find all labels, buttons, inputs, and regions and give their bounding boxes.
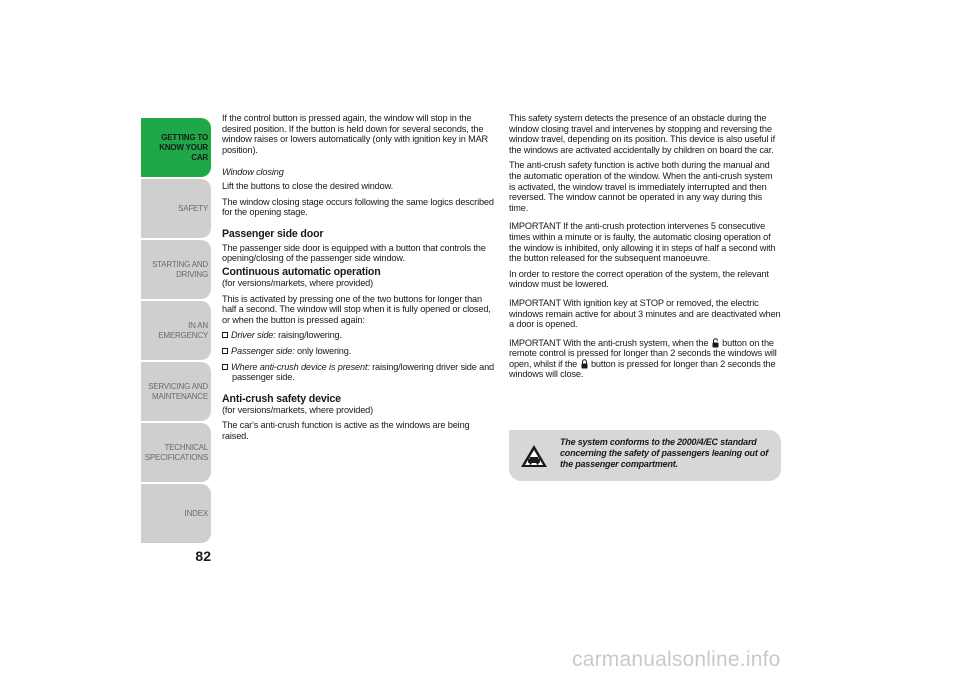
versions-note: (for versions/markets, where provided) [222, 404, 374, 415]
tab-getting-to-know-your-car[interactable] [141, 118, 211, 177]
paragraph: IMPORTANT If the anti-crush protection intervenes 5 consecutive times within a minute or is faulty, the automatic closing operation of the window is inhibited, only allowing it in steps of half a second with the button released for the subsequent manoeuvre. [509, 221, 776, 264]
anti-crush-heading: Anti-crush safety device [222, 392, 341, 405]
page-number: 82 [195, 548, 211, 564]
paragraph: The window closing stage occurs following the same logics described for the opening stage. [222, 196, 494, 218]
paragraph: Lift the buttons to close the desired window. [222, 180, 393, 191]
checkbox-bullet-icon [222, 348, 228, 354]
right-column [509, 113, 781, 385]
tab-label: SERVICING AND MAINTENANCE [148, 381, 208, 401]
tab-technical-specifications[interactable] [141, 423, 211, 482]
paragraph: The passenger side door is equipped with a button that controls the opening/closing of the passenger side window. [222, 242, 486, 264]
lock-icon [581, 359, 588, 369]
passenger-side-door-heading: Passenger side door [222, 227, 324, 240]
paragraph: This safety system detects the presence of an obstacle during the window closing travel and intervenes by stopping and reversing the window travel, depending on its position. This device is also useful if the windows are activated accidentally by children on board the car. [509, 113, 775, 155]
tab-in-an-emergency[interactable] [141, 301, 211, 360]
warning-triangle-icon [520, 444, 548, 468]
continuous-operation-heading: Continuous automatic operation [222, 265, 381, 278]
warning-text: The system conforms to the 2000/4/EC standard concerning the safety of passengers leaning out of the passenger compartment. [560, 437, 769, 469]
checkbox-bullet-icon [222, 332, 228, 338]
tab-servicing-and-maintenance[interactable] [141, 362, 211, 421]
paragraph: This is activated by pressing one of the two buttons for longer than half a second. The window will stop when it is fully opened or closed, or when the button is pressed again: [222, 293, 491, 325]
checkbox-bullet-icon [222, 364, 228, 370]
tab-label: SAFETY [178, 203, 208, 213]
tab-starting-and-driving[interactable] [141, 240, 211, 299]
tab-safety[interactable] [141, 179, 211, 238]
bullet-item: Where anti-crush device is present: raising/lowering driver side and passenger side. [222, 362, 494, 383]
paragraph: IMPORTANT With ignition key at STOP or removed, the electric windows remain active for about 3 minutes and are deactivated when a door is opened. [509, 297, 781, 330]
tab-label: INDEX [184, 508, 208, 518]
paragraph: IMPORTANT With the anti-crush system, when the button on the remote control is pressed for longer than 2 seconds the windows will open, whilst if the button is pressed for longer than 2 seconds the windows will close. [509, 337, 777, 380]
bullet-item: Driver side: raising/lowering. [222, 330, 494, 341]
paragraph: The car's anti-crush function is active as the windows are being raised. [222, 420, 470, 441]
tab-label: STARTING AND DRIVING [152, 259, 208, 279]
watermark: carmanualsonline.info [572, 648, 781, 671]
warning-box [509, 430, 781, 481]
paragraph: The anti-crush safety function is active both during the manual and the automatic operation of the window. When the anti-crush system is activated, the window travel is immediately interrupted and then reversed. The window cannot be operated in any way during this time. [509, 160, 773, 213]
tab-label: IN AN EMERGENCY [158, 320, 208, 340]
tab-label: GETTING TO KNOW YOUR CAR [159, 132, 208, 162]
paragraph: In order to restore the correct operation of the system, the relevant window must be lowered. [509, 268, 769, 290]
left-column [222, 113, 494, 446]
tab-index[interactable] [141, 484, 211, 543]
bullet-item: Passenger side: only lowering. [222, 346, 494, 357]
unlock-icon [712, 338, 719, 348]
paragraph: If the control button is pressed again, the window will stop in the desired position. If the button is held down for several seconds, the window raises or lowers automatically (only with ignition key in MAR position). [222, 113, 489, 155]
versions-note: (for versions/markets, where provided) [222, 277, 374, 288]
tab-label: TECHNICAL SPECIFICATIONS [144, 442, 208, 462]
window-closing-heading: Window closing [222, 167, 284, 178]
